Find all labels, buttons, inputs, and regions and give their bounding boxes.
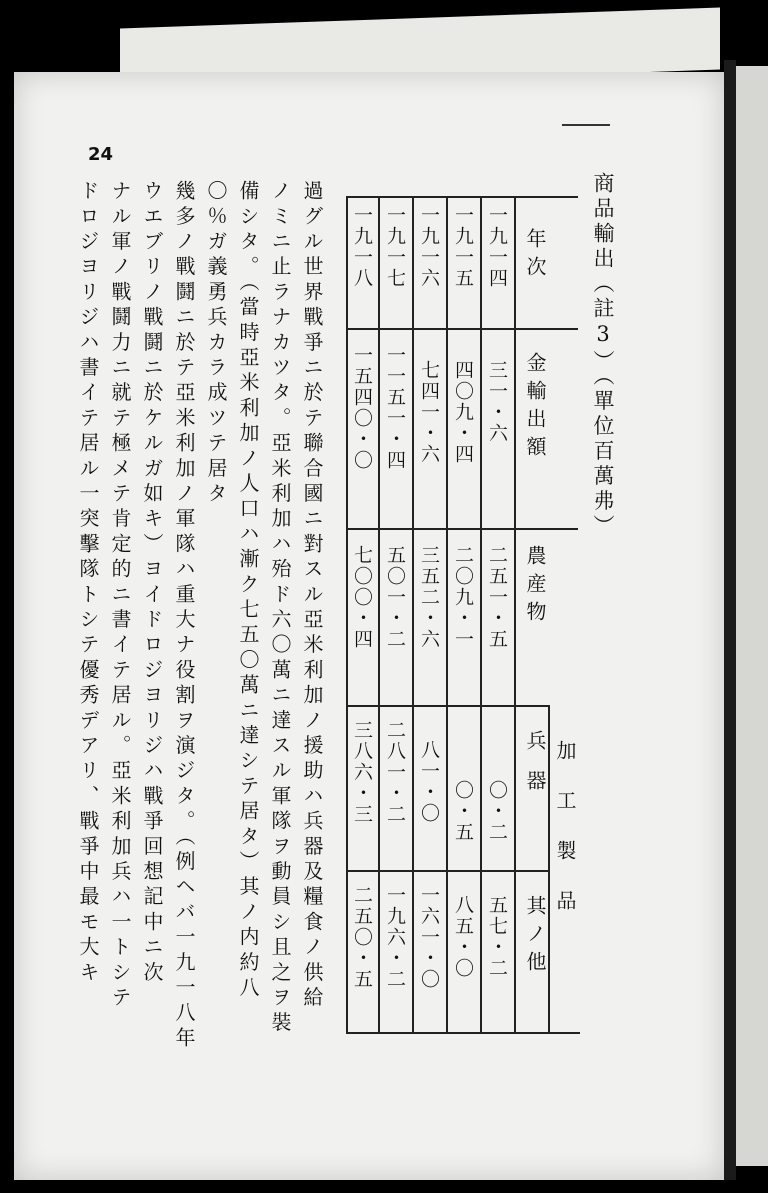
header-rule [562, 124, 610, 126]
body-text-column: 幾多ノ戰鬪ニ於テ亞米利加ノ軍隊ハ重大ナ役割ヲ演ジタ。（例ヘバ一九一八年 [172, 180, 196, 1052]
cell-agri: 三五二・六 [418, 545, 440, 650]
cell-export: 四〇九・四 [452, 360, 474, 465]
cell-other: 一九六・二 [384, 885, 406, 990]
cell-weapons: 〇・五 [452, 780, 474, 843]
table-divider [514, 196, 516, 1034]
cell-year: 一九一六 [418, 205, 440, 289]
cell-agri: 七〇〇・四 [351, 545, 373, 650]
cell-year: 一九一五 [452, 205, 474, 289]
cell-weapons: 三八六・三 [351, 720, 373, 825]
header-manufactured: 加工製品 [553, 740, 577, 940]
table-divider [346, 328, 578, 330]
cell-other: 五七・二 [486, 895, 508, 979]
body-text-column: ドロジヨリジハ書イテ居ル一突擊隊トシテ優秀デアリ、戰爭中最モ大キ [76, 180, 100, 987]
table-divider [346, 528, 578, 530]
body-text-column: ナル軍ノ戰鬪力ニ就テ極メテ肯定的ニ書イテ居ル。亞米利加兵ハ一トシテ [108, 180, 132, 1012]
table-divider [378, 196, 380, 1034]
table-divider [548, 705, 550, 1034]
cell-weapons: 八一・〇 [418, 740, 440, 824]
body-text-column: 過グル世界戰爭ニ於テ聯合國ニ對スル亞米利加ノ援助ハ兵器及糧食ノ供給 [300, 180, 324, 1012]
table-top-border [346, 196, 578, 198]
table-divider [346, 705, 548, 707]
cell-weapons: 二八一・二 [384, 720, 406, 825]
cell-year: 一九一四 [486, 205, 508, 289]
table-divider [480, 196, 482, 1034]
book-spine-shadow [724, 60, 736, 1180]
cell-agri: 二五一・五 [486, 545, 508, 650]
table-divider [446, 196, 448, 1034]
header-export-amount: 金輸出額 [523, 352, 547, 464]
cell-year: 一九一八 [351, 205, 373, 289]
cell-export: 三一・六 [486, 360, 508, 444]
table-divider [412, 196, 414, 1034]
header-agricultural: 農産物 [523, 545, 547, 629]
adjacent-page-edge [736, 66, 768, 1166]
body-text-column: 備シタ。（當時亞米利加ノ人口ハ漸ク七五〇萬ニ達シテ居タ）其ノ内約八 [236, 180, 260, 1002]
cell-export: 一一五一・四 [384, 345, 406, 471]
header-weapons: 兵器 [523, 730, 547, 810]
cell-export: 七四一・六 [418, 360, 440, 465]
header-year: 年次 [523, 228, 547, 284]
cell-other: 一六一・〇 [418, 885, 440, 990]
cell-other: 八五・〇 [452, 895, 474, 979]
cell-export: 一五四〇・〇 [351, 345, 373, 471]
page-number: 24 [88, 144, 114, 165]
cell-other: 二五〇・五 [351, 885, 373, 990]
header-other: 其ノ他 [523, 895, 547, 979]
body-text-column: ノミニ止ラナカツタ。亞米利加ハ殆ド六〇萬ニ達スル軍隊ヲ動員シ且之ヲ裝 [268, 180, 292, 1037]
body-text-column: 〇％ガ義勇兵カラ成ツテ居タ [204, 180, 228, 508]
cell-agri: 二〇九・一 [452, 545, 474, 650]
cell-agri: 五〇一・二 [384, 545, 406, 650]
body-text-column: ウエブリノ戰鬪ニ於ケルガ如キ）ヨイドロジヨリジハ戰爭回想記中ニ次 [140, 180, 164, 987]
cell-year: 一九一七 [384, 205, 406, 289]
table-title: 商品輸出（註3）（單位百萬弗） [591, 172, 615, 540]
cell-weapons: 〇・二 [486, 780, 508, 843]
table-divider [346, 870, 548, 872]
